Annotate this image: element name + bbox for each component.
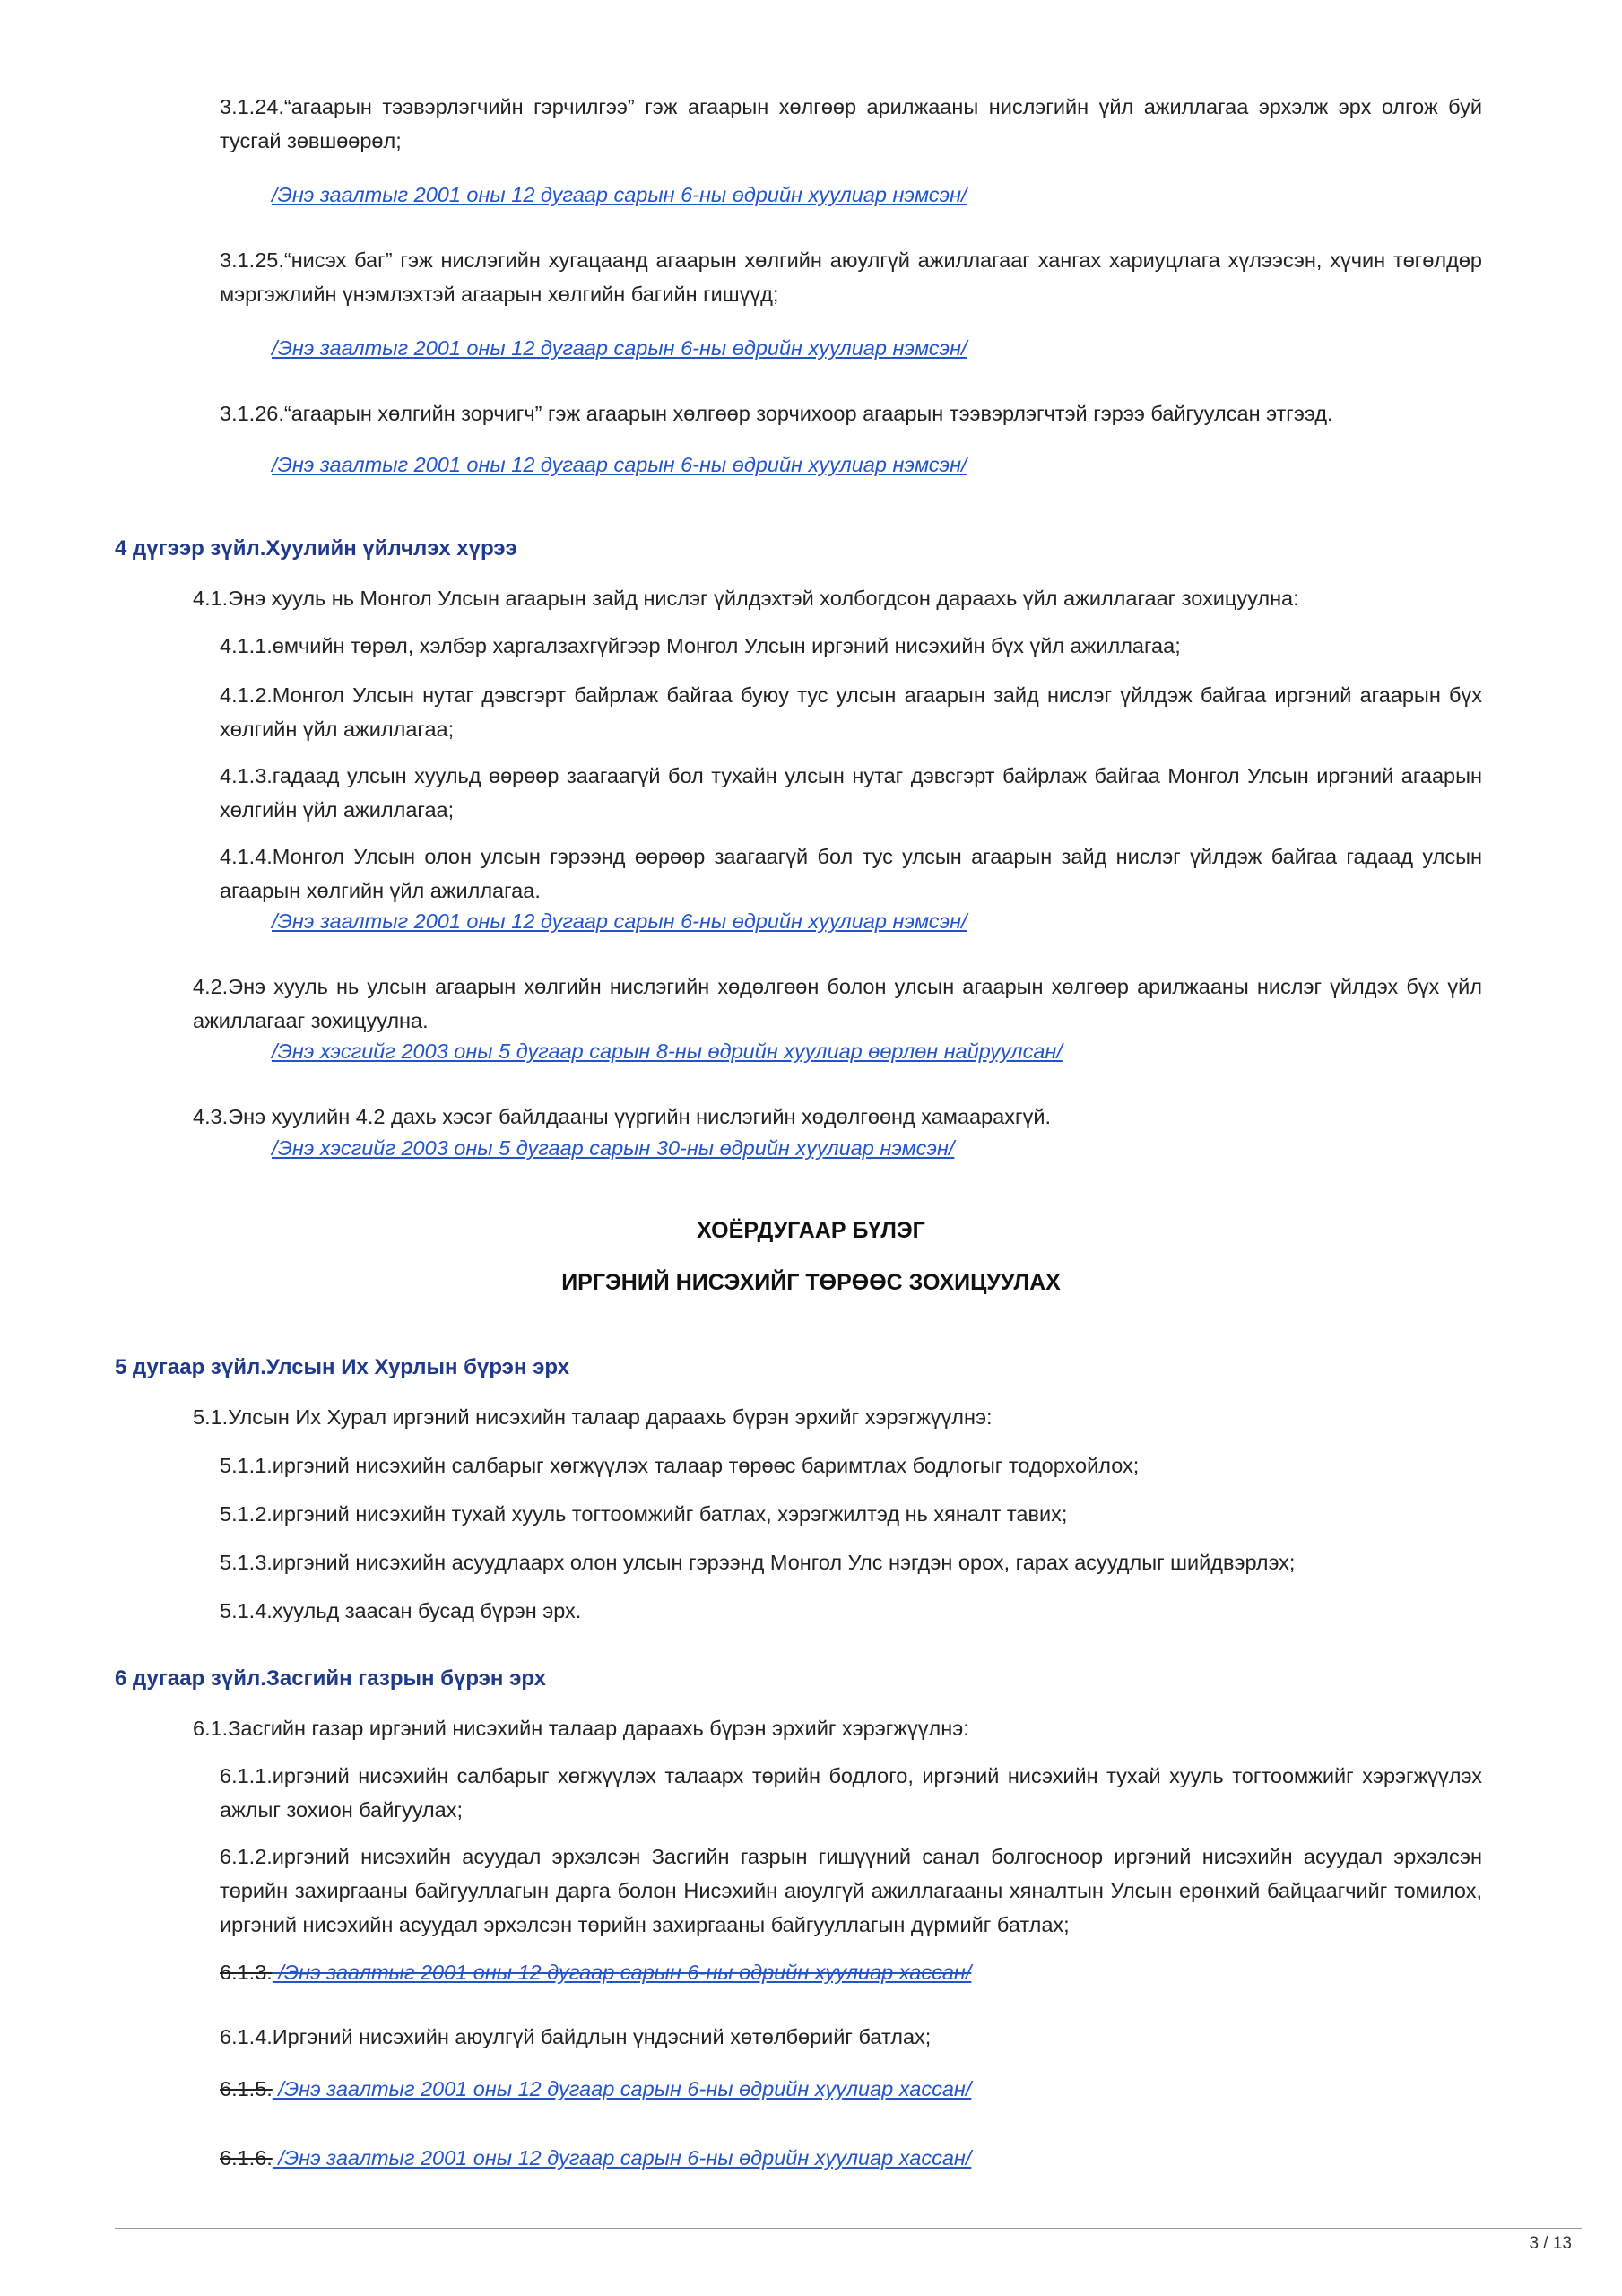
article-5-heading: 5 дугаар зүйл.Улсын Их Хурлын бүрэн эрх <box>115 1355 570 1379</box>
repealed-clause-6-1-5 <box>220 2073 971 2105</box>
clause-3-1-24: 3.1.24.“агаарын тээвэрлэгчийн гэрчилгээ” гэж агаарын хөлгөөр арилжааны нислэгийн үйл ажиллагаа эрхэлж эрх олгож буй тусгай зөвшөөрөл; <box>220 95 1482 152</box>
repealed-link[interactable]: /Энэ заалтыг 2001 оны 12 дугаар сарын 6-ны өдрийн хуулиар хассан/ <box>272 2146 972 2170</box>
clause-4-3: 4.3.Энэ хуулийн 4.2 дахь хэсэг байлдааны үүргийн нислэгийн хөдөлгөөнд хамаарахгүй. <box>193 1105 1051 1128</box>
clause-5-1-2: 5.1.2.иргэний нисэхийн тухай хууль тогтоомжийг батлах, хэрэгжилтэд нь хяналт тавих; <box>220 1502 1068 1526</box>
clause-3-1-26: 3.1.26.“агаарын хөлгийн зорчигч” гэж агаарын хөлгөөр зорчихоор агаарын тээвэрлэгчтэй гэрээ байгуулсан этгээд. <box>220 402 1333 425</box>
clause-6-1-2: 6.1.2.иргэний нисэхийн асуудал эрхэлсэн Засгийн газрын гишүүний санал болгосноор иргэний нисэхийн асуудал эрхэлсэн төрийн захиргааны байгууллагын дарга болон Нисэхийн аюулгүй ажиллагааны хяналтын Улсын ерөнхий байцаагчийг томилох, иргэний нисэхийн асуудал эрхэлсэн төрийн захиргааны байгууллагын дүрмийг батлах; <box>220 1845 1482 1936</box>
clause-5-1-1: 5.1.1.иргэний нисэхийн салбарыг хөгжүүлэх талаар төрөөс баримтлах бодлогыг тодорхойлох; <box>220 1454 1140 1477</box>
clause-4-1-1: 4.1.1.өмчийн төрөл, хэлбэр харгалзахгүйгээр Монгол Улсын иргэний нисэхийн бүх үйл ажиллагаа; <box>220 634 1181 657</box>
amendment-link[interactable]: /Энэ заалтыг 2001 оны 12 дугаар сарын 6-ны өдрийн хуулиар нэмсэн/ <box>272 183 967 206</box>
amendment-link[interactable]: /Энэ заалтыг 2001 оны 12 дугаар сарын 6-ны өдрийн хуулиар нэмсэн/ <box>272 336 967 360</box>
clause-6-1: 6.1.Засгийн газар иргэний нисэхийн талаар дараахь бүрэн эрхийг хэрэгжүүлнэ: <box>193 1717 969 1740</box>
repealed-number: 6.1.6. <box>220 2146 273 2170</box>
repealed-clause-6-1-3 <box>220 1956 971 1988</box>
article-6-heading: 6 дугаар зүйл.Засгийн газрын бүрэн эрх <box>115 1666 547 1691</box>
clause-4-1-4: 4.1.4.Монгол Улсын олон улсын гэрээнд өөрөөр заагаагүй бол тус улсын агаарын зайд нислэг үйлдэж байгаа гадаад улсын агаарын хөлгийн үйл ажиллагаа. <box>220 845 1482 902</box>
chapter-number: ХОЁРДУГААР БҮЛЭГ <box>697 1218 925 1243</box>
repealed-number: 6.1.3. <box>220 1961 273 1984</box>
clause-6-1-1: 6.1.1.иргэний нисэхийн салбарыг хөгжүүлэх талаарх төрийн бодлого, иргэний нисэхийн тухай хууль тогтоомжийг хэрэгжүүлэх ажлыг зохион байгуулах; <box>220 1764 1482 1822</box>
article-4-heading: 4 дүгээр зүйл.Хуулийн үйлчлэх хүрээ <box>115 536 517 561</box>
clause-6-1-4: 6.1.4.Иргэний нисэхийн аюулгүй байдлын үндэсний хөтөлбөрийг батлах; <box>220 2025 932 2048</box>
amendment-link[interactable]: /Энэ хэсгийг 2003 оны 5 дугаар сарын 30-ны өдрийн хуулиар нэмсэн/ <box>272 1136 955 1160</box>
clause-4-1-3: 4.1.3.гадаад улсын хуульд өөрөөр заагаагүй бол тухайн улсын нутаг дэвсгэрт байрлаж байгаа Монгол Улсын иргэний агаарын хөлгийн үйл ажиллагаа; <box>220 764 1482 822</box>
repealed-clause-6-1-6 <box>220 2142 971 2174</box>
clause-5-1: 5.1.Улсын Их Хурал иргэний нисэхийн талаар дараахь бүрэн эрхийг хэрэгжүүлнэ: <box>193 1405 993 1429</box>
clause-4-2: 4.2.Энэ хууль нь улсын агаарын хөлгийн нислэгийн хөдөлгөөн болон улсын агаарын хөлгөөр арилжааны нислэг үйлдэх бүх үйл ажиллагааг зохицуулна. <box>193 975 1482 1032</box>
amendment-link[interactable]: /Энэ хэсгийг 2003 оны 5 дугаар сарын 8-ны өдрийн хуулиар өөрлөн найруулсан/ <box>272 1039 1063 1063</box>
clause-4-1: 4.1.Энэ хууль нь Монгол Улсын агаарын зайд нислэг үйлдэхтэй холбогдсон дараахь үйл ажиллагааг зохицуулна: <box>193 587 1299 610</box>
repealed-number: 6.1.5. <box>220 2077 273 2100</box>
footer-divider <box>115 2228 1582 2229</box>
amendment-link[interactable]: /Энэ заалтыг 2001 оны 12 дугаар сарын 6-ны өдрийн хуулиар нэмсэн/ <box>272 453 967 476</box>
repealed-link[interactable]: /Энэ заалтыг 2001 оны 12 дугаар сарын 6-ны өдрийн хуулиар хассан/ <box>272 1961 972 1984</box>
clause-5-1-4: 5.1.4.хуульд заасан бусад бүрэн эрх. <box>220 1599 582 1622</box>
page-number: 3 / 13 <box>1529 2234 1572 2253</box>
clause-3-1-25: 3.1.25.“нисэх баг” гэж нислэгийн хугацаанд агаарын хөлгийн аюулгүй ажиллагааг хангах хариуцлага хүлээсэн, хүчин төгөлдөр мэргэжлийн үнэмлэхтэй агаарын хөлгийн багийн гишүүд; <box>220 248 1482 306</box>
clause-4-1-2: 4.1.2.Монгол Улсын нутаг дэвсгэрт байрлаж байгаа буюу тус улсын агаарын зайд нислэг үйлдэж байгаа иргэний агаарын бүх хөлгийн үйл ажиллагаа; <box>220 683 1482 741</box>
repealed-link[interactable]: /Энэ заалтыг 2001 оны 12 дугаар сарын 6-ны өдрийн хуулиар хассан/ <box>272 2077 972 2100</box>
clause-5-1-3: 5.1.3.иргэний нисэхийн асуудлаарх олон улсын гэрээнд Монгол Улс нэгдэн орох, гарах асуудлыг шийдвэрлэх; <box>220 1551 1296 1574</box>
amendment-link[interactable]: /Энэ заалтыг 2001 оны 12 дугаар сарын 6-ны өдрийн хуулиар нэмсэн/ <box>272 909 967 933</box>
chapter-title: ИРГЭНИЙ НИСЭХИЙГ ТӨРӨӨС ЗОХИЦУУЛАХ <box>561 1270 1061 1295</box>
